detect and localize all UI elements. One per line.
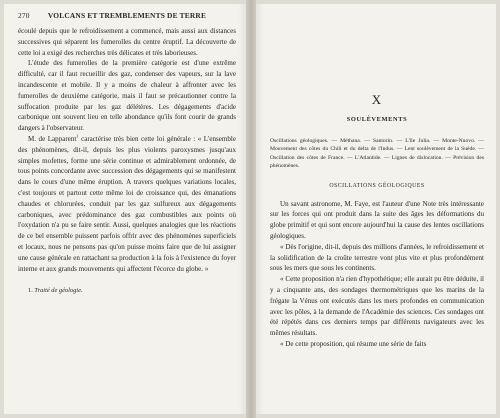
paragraph: écoulé depuis que le refroidissement a commencé, mais aussi aux distances successives qui séparent les fumerolles du centre éruptif. La découverte de cette loi a exigé des recherches très délicates et très laborieuses.	[18, 27, 236, 57]
right-body-text	[270, 199, 484, 350]
page-number: 270	[18, 11, 30, 20]
fold-shadow	[238, 4, 246, 414]
right-page	[256, 4, 496, 414]
left-body-text	[18, 26, 236, 274]
fold-shadow	[256, 4, 264, 414]
footnote-marker: 1	[76, 133, 79, 139]
paragraph-rest: caractérise très bien cette loi générale : « L'ensemble des phénomènes, dit-il, depuis les plus violents paroxysmes jusqu'aux simples mofettes, forme une série continue et admirablement ordonnée, de tous points concordante avec succession des dégagements qui se manifestent dans le cours d'une même éruption. A travers quelques variations locales, c'est toujours et partout cette même loi de croissance qui, des émanations chaudes et chlorurées, conduit par les gaz sulfureux aux dégagements carboniques, avec prédominance des gaz combustibles aux points où l'oxydation n'a pu se faire sentir. Aussi, quelques analogies que les réactions de ce bel ensemble puissent parfois offrir avec des phénomènes superficiels et locaux, nous ne pensons pas qu'on puisse moins faire que de lui assigner une cause générale en rattachant sa production à la fois à l'existence du foyer interne et aux grands mouvements qui affectent l'écorce du globe. »	[18, 134, 236, 273]
paragraph: Un savant astronome, M. Faye, est l'auteur d'une Note très intéressante sur les forces qui ont produit dans la suite des âges les déformations du globe primitif et qui sont encore aujourd'hui la cause des lentes oscillations géologiques.	[270, 199, 484, 241]
book-gutter	[246, 0, 256, 418]
section-title: OSCILLATIONS GÉOLOGIQUES	[329, 182, 425, 189]
chapter-summary: Oscillations géologiques. — Méthana. — Santorin. — L'île Julia. — Monte-Nuovo. — Mouvement des côtes du Chili et du delta de l'Indus. — Lent soulèvement de la Suède. — Oscillation des côtes de France. — L'Atlantide. — Lignes de dislocation. — Prévision des phénomènes.	[270, 138, 484, 170]
left-page	[4, 4, 246, 414]
footnote-text: Traité de géologie.	[34, 287, 83, 295]
running-head	[18, 10, 236, 22]
paragraph-start: M. de Lapparent	[28, 134, 77, 143]
paragraph: L'étude des fumerolles de la première catégorie est d'une extrême difficulté, car il faut recueillir des gaz, condenser des vapeurs, sur la lave incandescente et mobile. Il y a moins de chaleur à affronter avec les fumerolles de deuxième catégorie, mais il faut se précautionner contre la suffocation produite par les gaz délétères. Les dégagements d'acide carbonique ont souvent lieu en telle abondance qu'ils font courir de grands dangers à l'observateur.	[18, 59, 236, 133]
paragraph: « Dès l'origine, dit-il, depuis des millions d'années, le refroidissement et la solidification de la croûte terrestre vont plus vite et plus profondément sous les mers que sous les continents.	[270, 242, 484, 273]
paragraph: « Cette proposition n'a rien d'hypothétique; elle aurait pu être déduite, il y a cinquante ans, des sondages thermométriques que les marins de la frégate la Vénus ont exécutés dans les mers profondes en communication avec les pôles, à la demande de l'Académie des sciences. Ces sondages ont été répétés dans ces derniers temps par différents navigateurs avec les mêmes résultats.	[270, 275, 484, 338]
chapter-title: SOULÈVEMENTS	[346, 116, 408, 123]
paragraph-lapparent	[18, 134, 236, 274]
footnote	[18, 286, 236, 295]
footnote-number: 1.	[28, 287, 33, 295]
paragraph: « De cette proposition, qui résume une série de faits	[280, 339, 427, 348]
chapter-number: X	[371, 92, 383, 107]
running-title: VOLCANS ET TREMBLEMENTS DE TERRE	[47, 11, 207, 20]
